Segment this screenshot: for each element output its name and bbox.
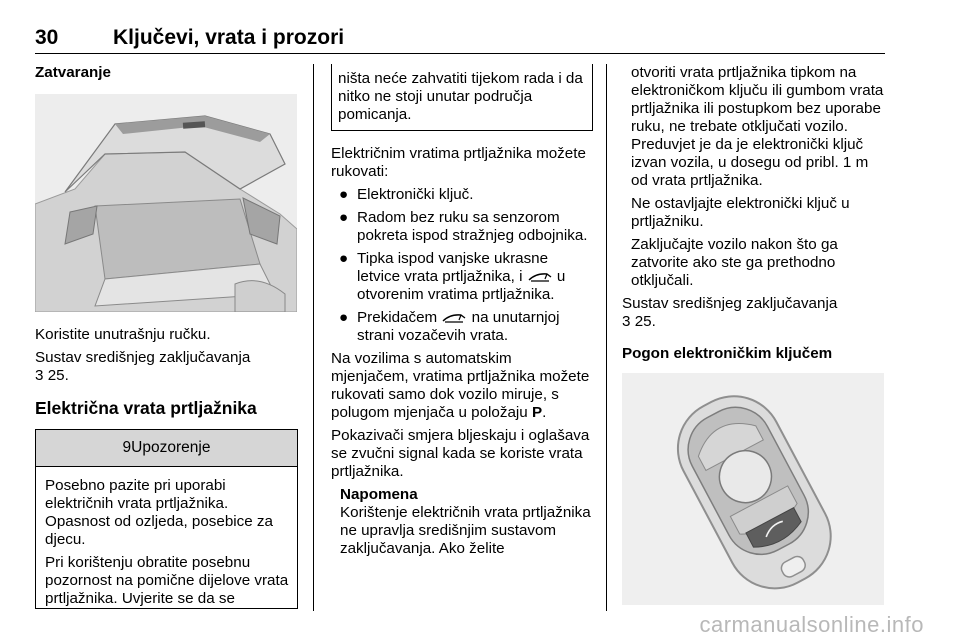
warning-paragraph-1: Posebno pazite pri uporabi električnih vrata prtljažnika. Opasnost od ozljeda, posebice za djecu. [45,477,273,548]
list-item: ● Elektronički ključ. [339,186,474,203]
paragraph-operate-options: Električnim vratima prtljažnika možete rukovati: [331,145,586,180]
warning-header [36,430,297,467]
list-item: ● Prekidačem na unutarnjoj strani vozačevih vrata. [339,309,560,344]
page-reference-number[interactable]: 25. [634,313,656,330]
note-continued-paragraph-2: Ne ostavljajte elektronički ključ u prtljažniku. [631,195,850,230]
page-reference-number[interactable]: 25. [47,367,69,384]
column-3 [622,64,888,605]
warning-box [35,429,298,609]
warning-paragraph-2: Pri korištenju obratite posebnu pozornost na pomične dijelove vrata prtljažnika. Uvjerite se da se [45,554,289,607]
heading-power-tailgate: Električna vrata prtljažnika [35,398,257,418]
warning-body [36,467,297,608]
list-item: ● Tipka ispod vanjske ukrasne letvice vrata prtljažnika, i u otvorenim vratima prtljažnika. [339,250,566,303]
paragraph-inner-handle: Koristite unutrašnju ručku. [35,326,211,343]
heading-closing: Zatvaranje [35,64,111,81]
page-number: 30 [35,26,59,49]
watermark: carmanualsonline.info [699,612,924,637]
page-reference-icon[interactable]: 3 [622,313,631,330]
electronic-key-drawing [622,373,884,605]
warning-title: Upozorenje [131,439,211,456]
paragraph-indicators: Pokazivači smjera bljeskaju i oglašava se zvučni signal kada se koriste vrata prtljažnika. [331,427,590,480]
chapter-title: Ključevi, vrata i prozori [113,26,345,49]
note-continued-paragraph-3: Zaključajte vozilo nakon što ga zatvorite ako ste ga prethodno otključali. [631,236,838,289]
warning-continued-text: ništa neće zahvatiti tijekom rada i da nitko ne stoji unutar područja pomicanja. [338,70,583,123]
tailgate-illustration [35,94,297,312]
note-continued [622,64,888,290]
operation-methods-list [331,186,593,345]
page-reference-icon[interactable]: 3 [35,367,44,384]
tailgate-icon [527,271,553,283]
list-item: ● Radom bez ruku sa senzorom pokreta ispod stražnjeg odbojnika. [339,209,588,244]
note-text: Korištenje električnih vrata prtljažnika ne upravlja središnjim sustavom zaključavanja. Ako želite [340,504,591,557]
column-2 [331,64,593,558]
page-header [35,26,885,54]
paragraph-central-locking-ref: Sustav središnjeg zaključavanja 3 25. [35,349,251,384]
gear-position-p: P [531,404,543,421]
tailgate-switch-icon [441,312,467,324]
paragraph-automatic-transmission: Na vozilima s automatskim mjenjačem, vratima prtljažnika možete rukovati samo dok vozilo miruje, s polugom mjenjača u položaju P. [331,350,590,421]
header-rule [35,53,885,54]
paragraph-central-locking-ref: Sustav središnjeg zaključavanja 3 25. [622,295,838,330]
warning-triangle-icon: 9 [122,439,132,456]
note-continued-paragraph-1: otvoriti vrata prtljažnika tipkom na elektroničkom ključu ili gumbom vrata prtljažnika ili postupkom bez uporabe ruku, ne trebate otključati vozilo. Preduvjet je da je elektronički ključ izvan vozila, u dosegu od pribl. 1 m od vrata prtljažnika. [631,64,884,189]
open-tailgate-drawing [35,94,297,312]
column-divider-2 [606,64,607,611]
note-title: Napomena [340,486,418,503]
electronic-key-illustration [622,373,884,605]
warning-box-continued [331,64,593,131]
column-1 [35,64,298,609]
column-divider-1 [313,64,314,611]
note-box [331,486,593,558]
heading-key-operation: Pogon elektroničkim ključem [622,345,833,362]
